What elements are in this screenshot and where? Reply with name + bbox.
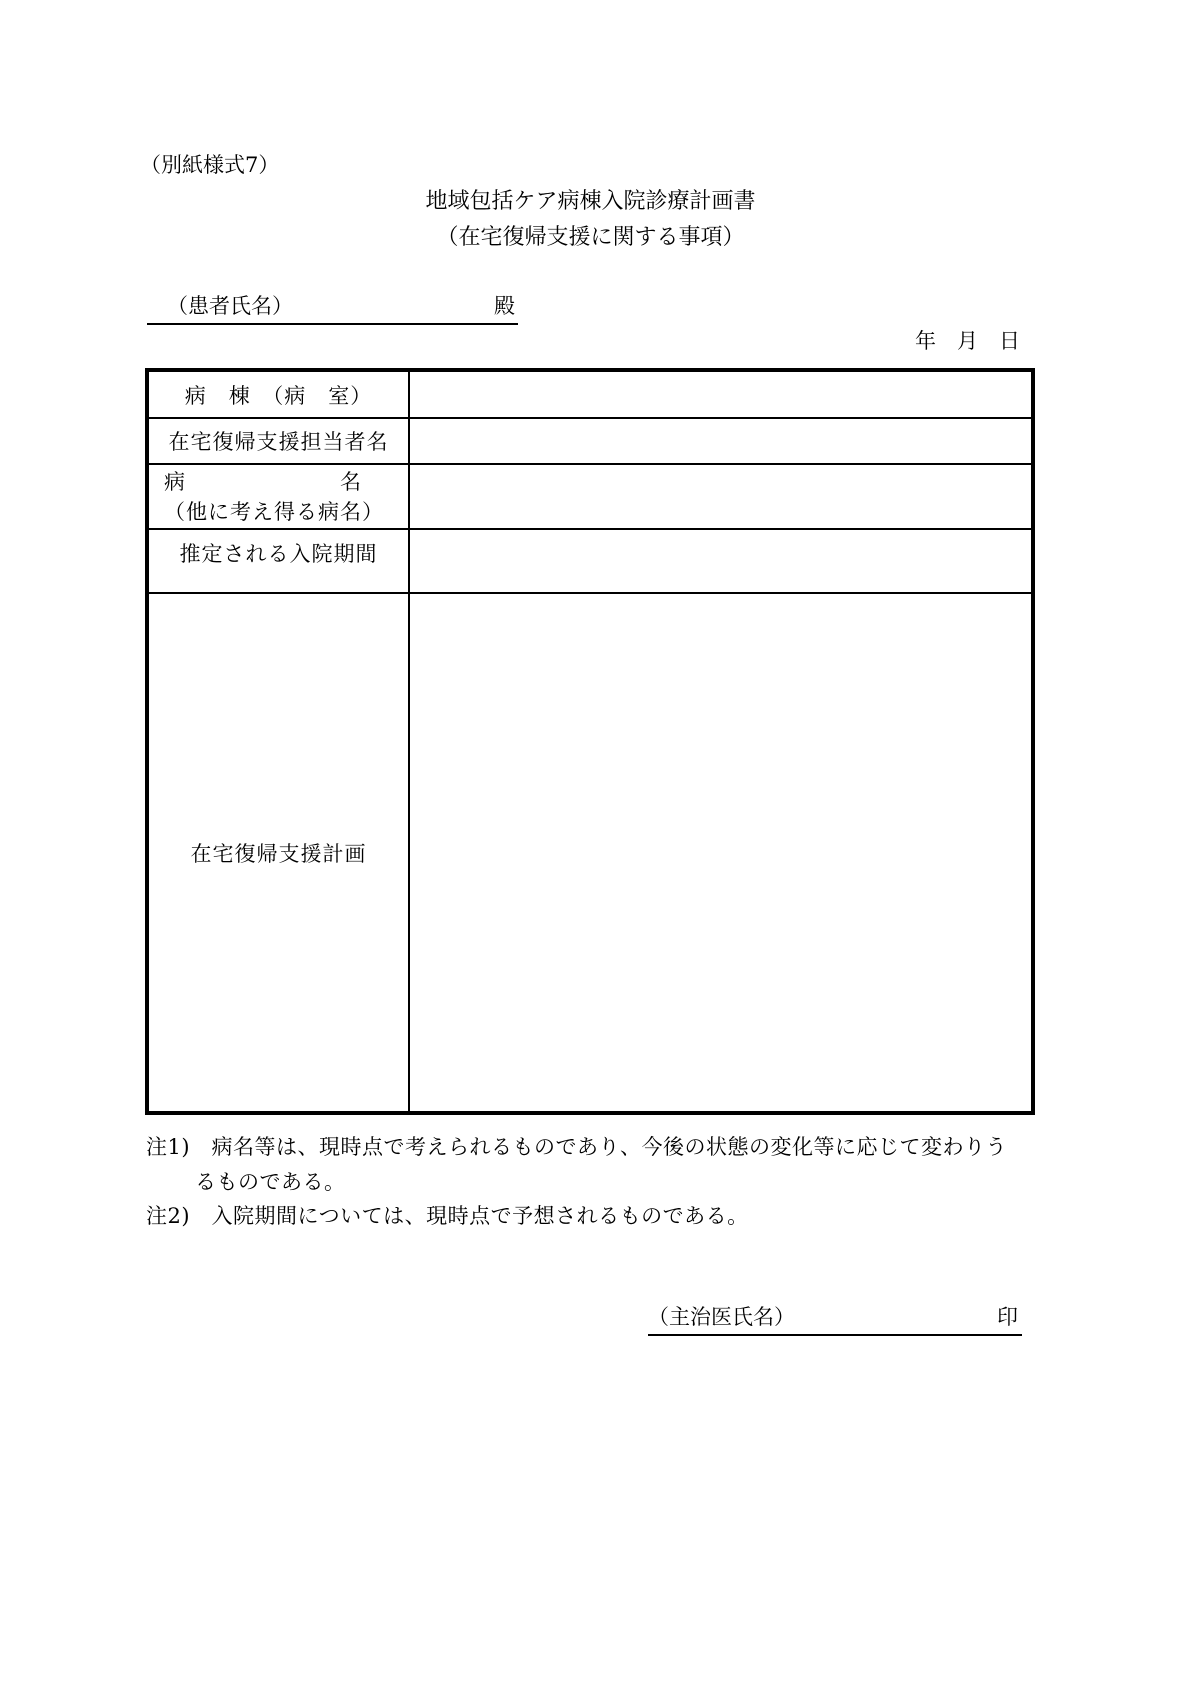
- table-value-support-plan: [410, 594, 1031, 1111]
- note-1-line-2: るものである。: [195, 1170, 346, 1194]
- disease-name-line1: 病 名: [164, 469, 362, 494]
- table-value-support-staff: [410, 419, 1031, 465]
- patient-name-line: [147, 290, 518, 325]
- table-value-estimated-stay: [410, 530, 1031, 594]
- note-1-line-1: 注1) 病名等は、現時点で考えられるものであり、今後の状態の変化等に応じて変わりう: [146, 1135, 1008, 1159]
- form-table: [145, 368, 1035, 1115]
- form-number: （別紙様式7）: [140, 153, 280, 177]
- physician-signature-line: [648, 1301, 1022, 1336]
- table-label-ward-room: 病 棟 （病 室）: [149, 372, 410, 419]
- seal-mark: 印: [997, 1305, 1018, 1329]
- table-label-support-plan: 在宅復帰支援計画: [149, 594, 410, 1111]
- table-label-disease-name: [149, 465, 410, 530]
- page-title: 地域包括ケア病棟入院診療計画書: [425, 189, 756, 214]
- date-placeholder: 年 月 日: [915, 329, 1020, 353]
- disease-name-line2: （他に考え得る病名）: [164, 499, 384, 524]
- note-2-line-1: 注2) 入院期間については、現時点で予想されるものである。: [146, 1204, 749, 1228]
- table-label-support-staff: 在宅復帰支援担当者名: [149, 419, 410, 465]
- table-value-ward-room: [410, 372, 1031, 419]
- table-label-estimated-stay: 推定される入院期間: [149, 530, 410, 594]
- table-value-disease-name: [410, 465, 1031, 530]
- patient-honorific: 殿: [494, 294, 515, 318]
- physician-name-label: （主治医氏名）: [648, 1305, 795, 1329]
- page-subtitle: （在宅復帰支援に関する事項）: [436, 225, 745, 250]
- patient-name-label: （患者氏名）: [167, 294, 293, 318]
